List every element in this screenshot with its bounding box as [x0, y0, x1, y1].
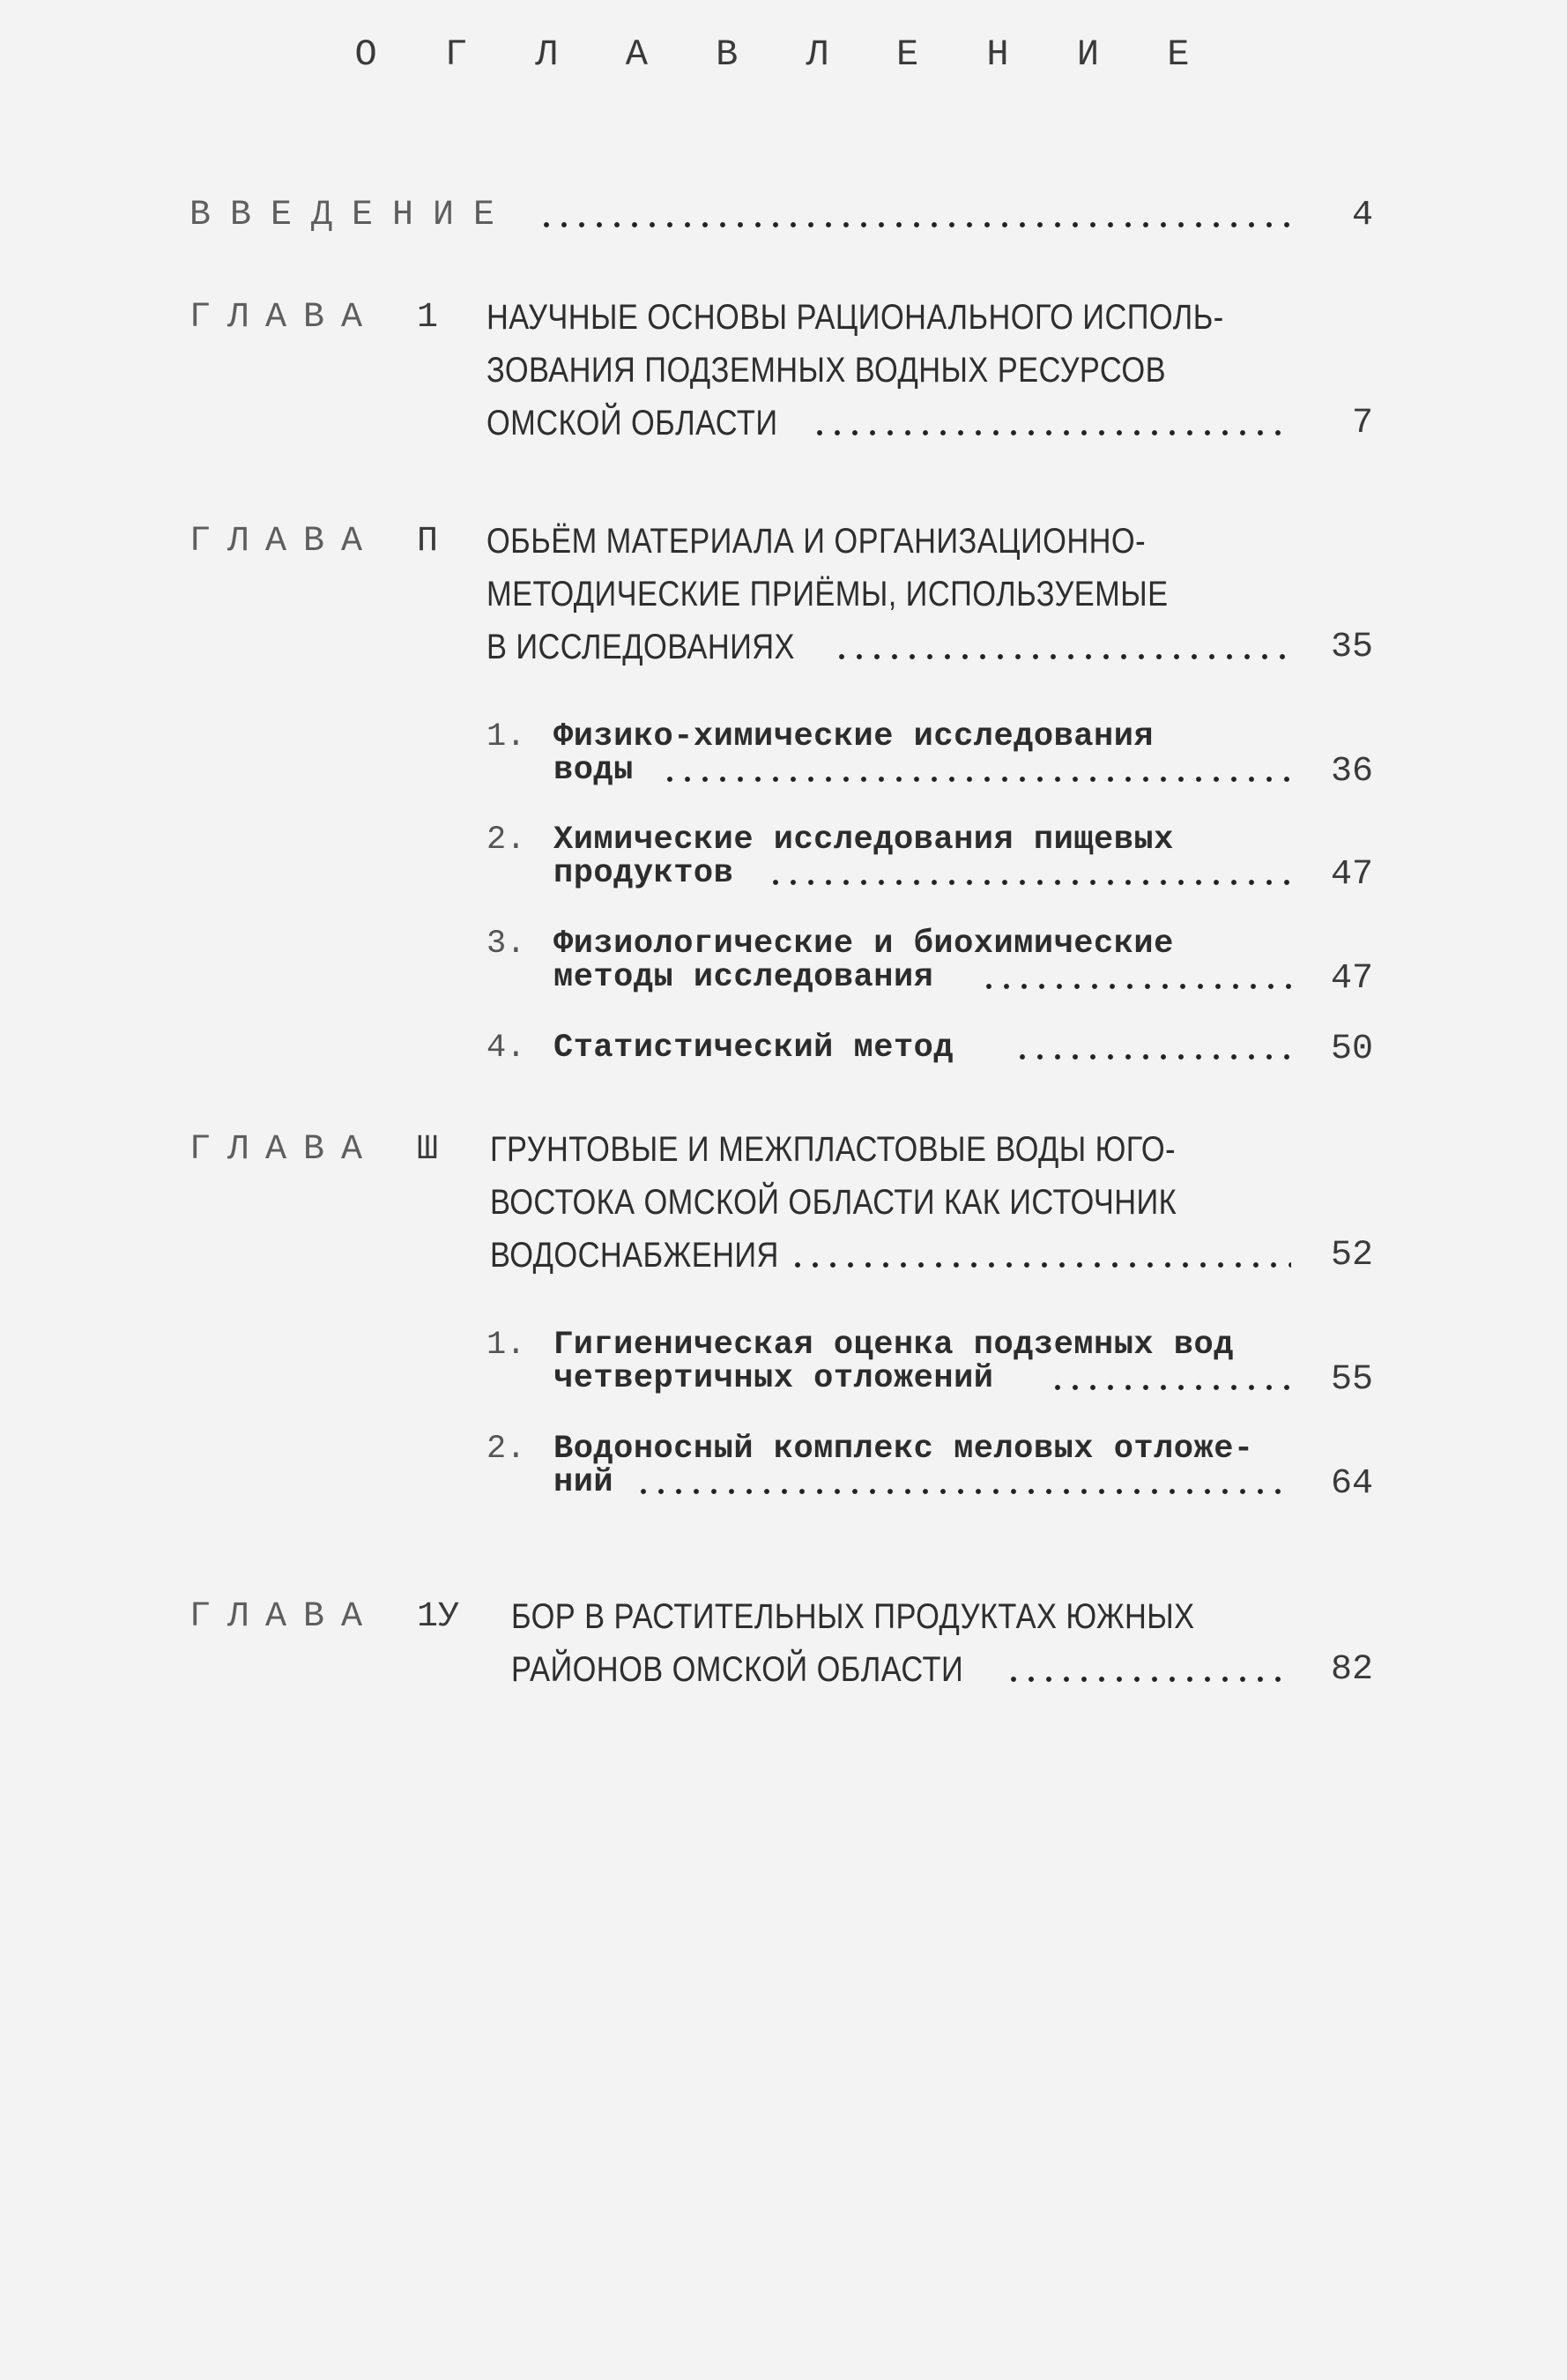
leader-dots	[789, 1262, 1291, 1268]
chapter-title-line: ГРУНТОВЫЕ И МЕЖПЛАСТОВЫЕ ВОДЫ ЮГО-	[490, 1130, 1176, 1169]
leader-dots	[1005, 1677, 1291, 1682]
section-number: 4.	[486, 1030, 526, 1067]
section-title-line: Химические исследования пищевых	[553, 822, 1174, 859]
chapter-title-line: НАУЧНЫЕ ОСНОВЫ РАЦИОНАЛЬНОГО ИСПОЛЬ-	[486, 298, 1224, 337]
page-number: 64	[1330, 1464, 1373, 1504]
page-number: 52	[1330, 1236, 1373, 1276]
section-title-line: воды	[553, 752, 634, 789]
chapter-title-line: РАЙОНОВ ОМСКОЙ ОБЛАСТИ	[511, 1650, 964, 1689]
page-number: 50	[1330, 1030, 1373, 1069]
leader-dots	[833, 654, 1291, 659]
page-number: 55	[1330, 1360, 1373, 1400]
chapter-label: ГЛАВА 1	[189, 298, 439, 338]
page-number: 82	[1330, 1650, 1373, 1690]
chapter-label: ГЛАВА П	[189, 522, 439, 562]
chapter-title-line: ОБЬЁМ МАТЕРИАЛА И ОРГАНИЗАЦИОННО-	[486, 522, 1146, 561]
chapter-title-line: МЕТОДИЧЕСКИЕ ПРИЁМЫ, ИСПОЛЬЗУЕМЫЕ	[486, 575, 1169, 614]
section-number: 2.	[486, 822, 526, 859]
page-number: 36	[1330, 752, 1373, 792]
intro-label: ВВЕДЕНИЕ	[189, 196, 515, 235]
chapter-label: ГЛАВА 1У	[189, 1597, 460, 1637]
chapter-title-line: ОМСКОЙ ОБЛАСТИ	[486, 404, 778, 443]
chapter-title-line: БОР В РАСТИТЕЛЬНЫХ ПРОДУКТАХ ЮЖНЫХ	[511, 1597, 1195, 1636]
chapter-title-line: В ИССЛЕДОВАНИЯХ	[486, 628, 795, 666]
section-title-line: методы исследования	[553, 959, 934, 996]
section-title-line: Гигиеническая оценка подземных вод	[553, 1327, 1234, 1364]
section-number: 1.	[486, 718, 526, 755]
section-number: 2.	[486, 1431, 526, 1468]
chapter-label: ГЛАВА Ш	[189, 1130, 439, 1170]
page-number: 7	[1351, 404, 1373, 443]
section-title-line: ний	[553, 1464, 614, 1501]
leader-dots	[811, 430, 1291, 435]
section-number: 1.	[486, 1327, 526, 1364]
page-title: О Г Л А В Л Е Н И Е	[354, 33, 1213, 76]
page-number: 35	[1330, 628, 1373, 667]
section-title-line: Статистический метод	[553, 1030, 954, 1067]
leader-dots	[635, 1489, 1291, 1494]
chapter-title-line: ВОСТОКА ОМСКОЙ ОБЛАСТИ КАК ИСТОЧНИК	[490, 1183, 1177, 1222]
leader-dots	[767, 880, 1291, 885]
section-title-line: продуктов	[553, 855, 734, 892]
section-title-line: Физиологические и биохимические	[553, 926, 1174, 963]
leader-dots	[538, 222, 1291, 227]
page-number: 4	[1351, 196, 1373, 235]
toc-entry-intro	[0, 196, 1567, 240]
section-title-line: Физико-химические исследования	[553, 718, 1155, 755]
section-title-line: Водоносный комплекс меловых отложе-	[553, 1431, 1254, 1468]
section-title-line: четвертичных отложений	[553, 1360, 994, 1397]
leader-dots	[1014, 1054, 1291, 1060]
leader-dots	[980, 984, 1291, 989]
leader-dots	[661, 777, 1291, 782]
leader-dots	[1049, 1385, 1291, 1390]
chapter-title-line: ВОДОСНАБЖЕНИЯ	[490, 1236, 779, 1275]
section-number: 3.	[486, 926, 526, 963]
chapter-title-line: ЗОВАНИЯ ПОДЗЕМНЫХ ВОДНЫХ РЕСУРСОВ	[486, 351, 1166, 390]
page-number: 47	[1330, 855, 1373, 895]
page-number: 47	[1330, 959, 1373, 999]
